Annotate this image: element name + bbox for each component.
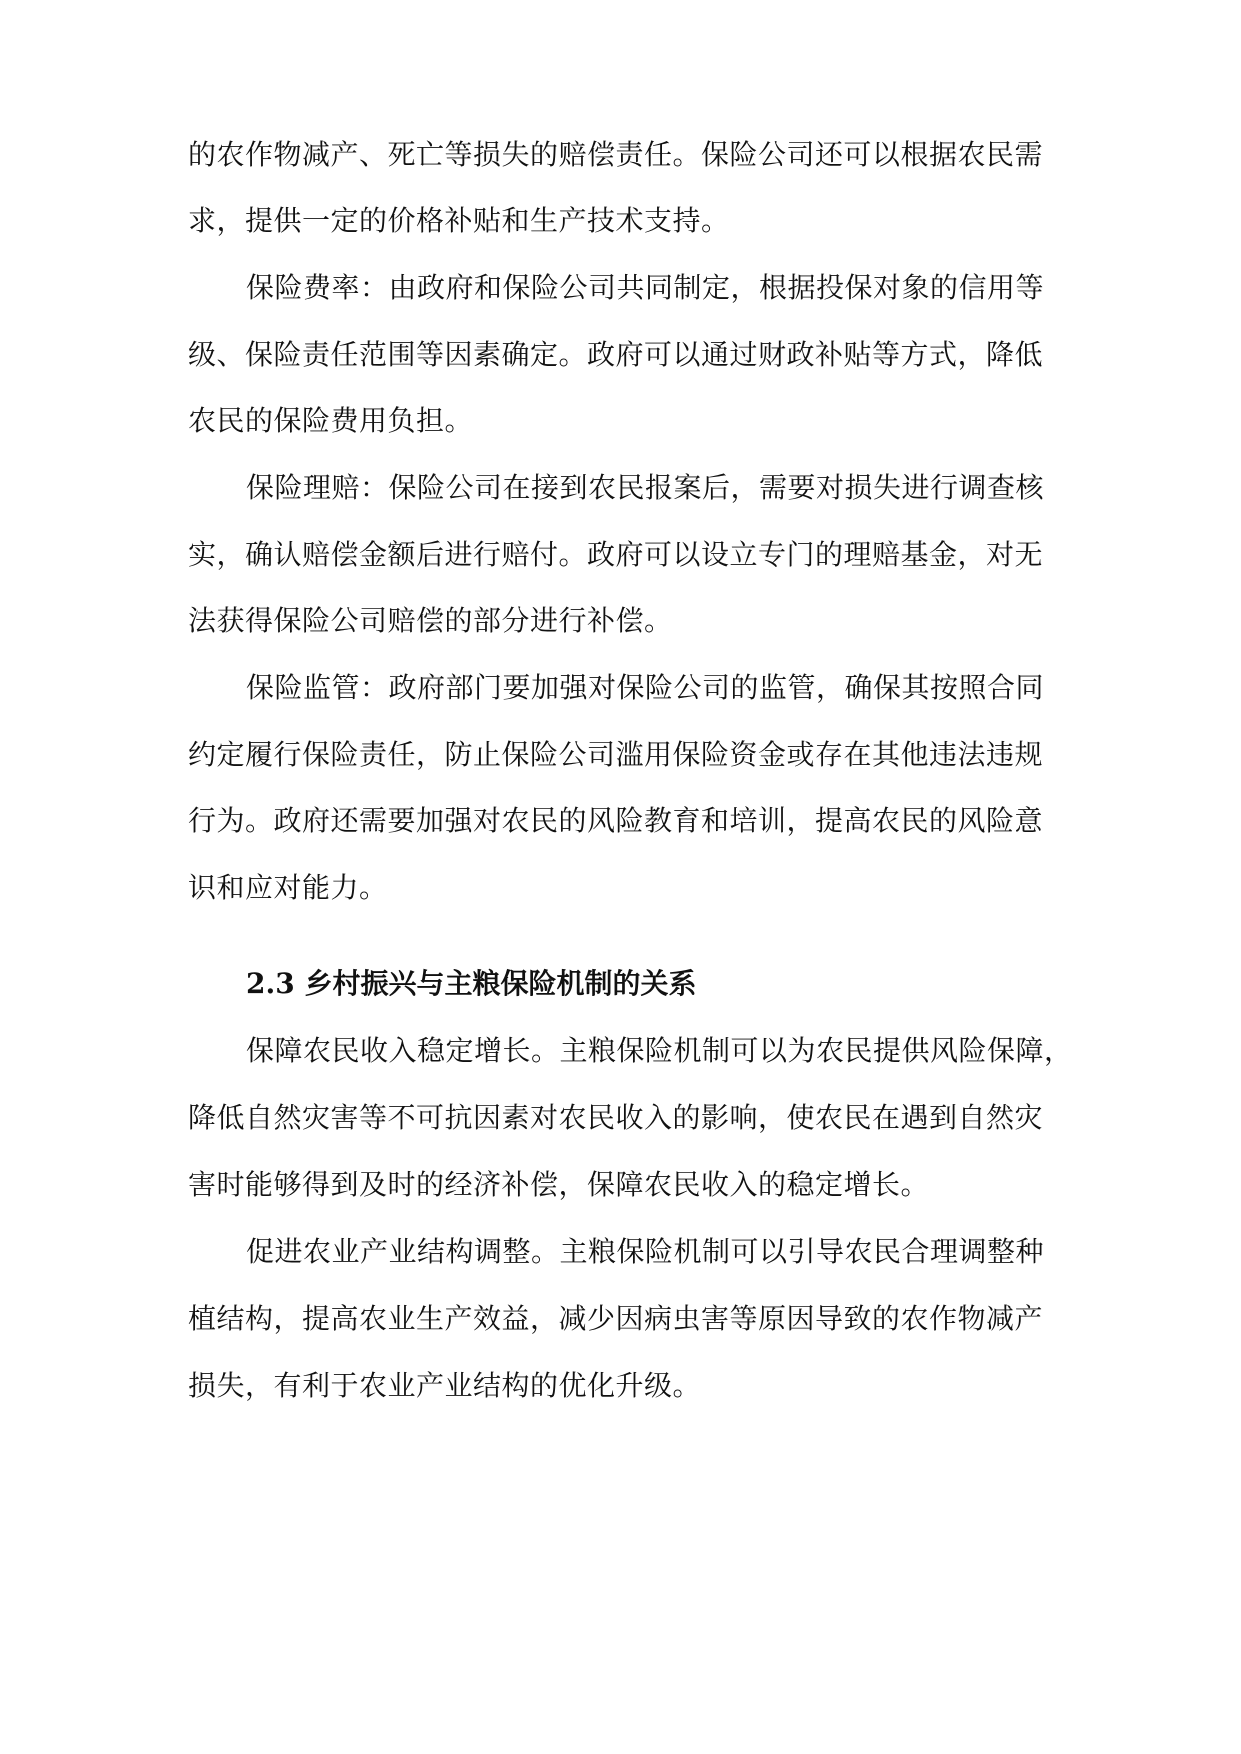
paragraph-line: 降低自然灾害等不可抗因素对农民收入的影响，使农民在遇到自然灾 bbox=[188, 1101, 1044, 1134]
paragraph-line: 求，提供一定的价格补贴和生产技术支持。 bbox=[188, 204, 730, 237]
paragraph-line: 农民的保险费用负担。 bbox=[188, 404, 474, 437]
paragraph-line: 级、保险责任范围等因素确定。政府可以通过财政补贴等方式，降低 bbox=[188, 338, 1044, 371]
paragraph-line: 保险理赔：保险公司在接到农民报案后，需要对损失进行调查核 bbox=[246, 471, 1045, 504]
paragraph-line: 保险监管：政府部门要加强对保险公司的监管，确保其按照合同 bbox=[246, 671, 1045, 704]
paragraph-line: 法获得保险公司赔偿的部分进行补偿。 bbox=[188, 604, 673, 637]
paragraph-line: 保障农民收入稳定增长。主粮保险机制可以为农民提供风险保障， bbox=[246, 1034, 1073, 1067]
paragraph-line: 的农作物减产、死亡等损失的赔偿责任。保险公司还可以根据农民需 bbox=[188, 138, 1044, 171]
paragraph-line: 约定履行保险责任，防止保险公司滥用保险资金或存在其他违法违规 bbox=[188, 738, 1044, 771]
paragraph-line: 实，确认赔偿金额后进行赔付。政府可以设立专门的理赔基金，对无 bbox=[188, 538, 1044, 571]
paragraph-line: 害时能够得到及时的经济补偿，保障农民收入的稳定增长。 bbox=[188, 1168, 930, 1201]
section-heading: 2.3 乡村振兴与主粮保险机制的关系 bbox=[246, 967, 697, 1000]
paragraph-line: 损失，有利于农业产业结构的优化升级。 bbox=[188, 1369, 702, 1402]
paragraph-line: 促进农业产业结构调整。主粮保险机制可以引导农民合理调整种 bbox=[246, 1235, 1045, 1268]
paragraph-line: 行为。政府还需要加强对农民的风险教育和培训，提高农民的风险意 bbox=[188, 804, 1044, 837]
paragraph-line: 识和应对能力。 bbox=[188, 871, 388, 904]
paragraph-line: 保险费率：由政府和保险公司共同制定，根据投保对象的信用等 bbox=[246, 271, 1045, 304]
paragraph-line: 植结构，提高农业生产效益，减少因病虫害等原因导致的农作物减产 bbox=[188, 1302, 1044, 1335]
